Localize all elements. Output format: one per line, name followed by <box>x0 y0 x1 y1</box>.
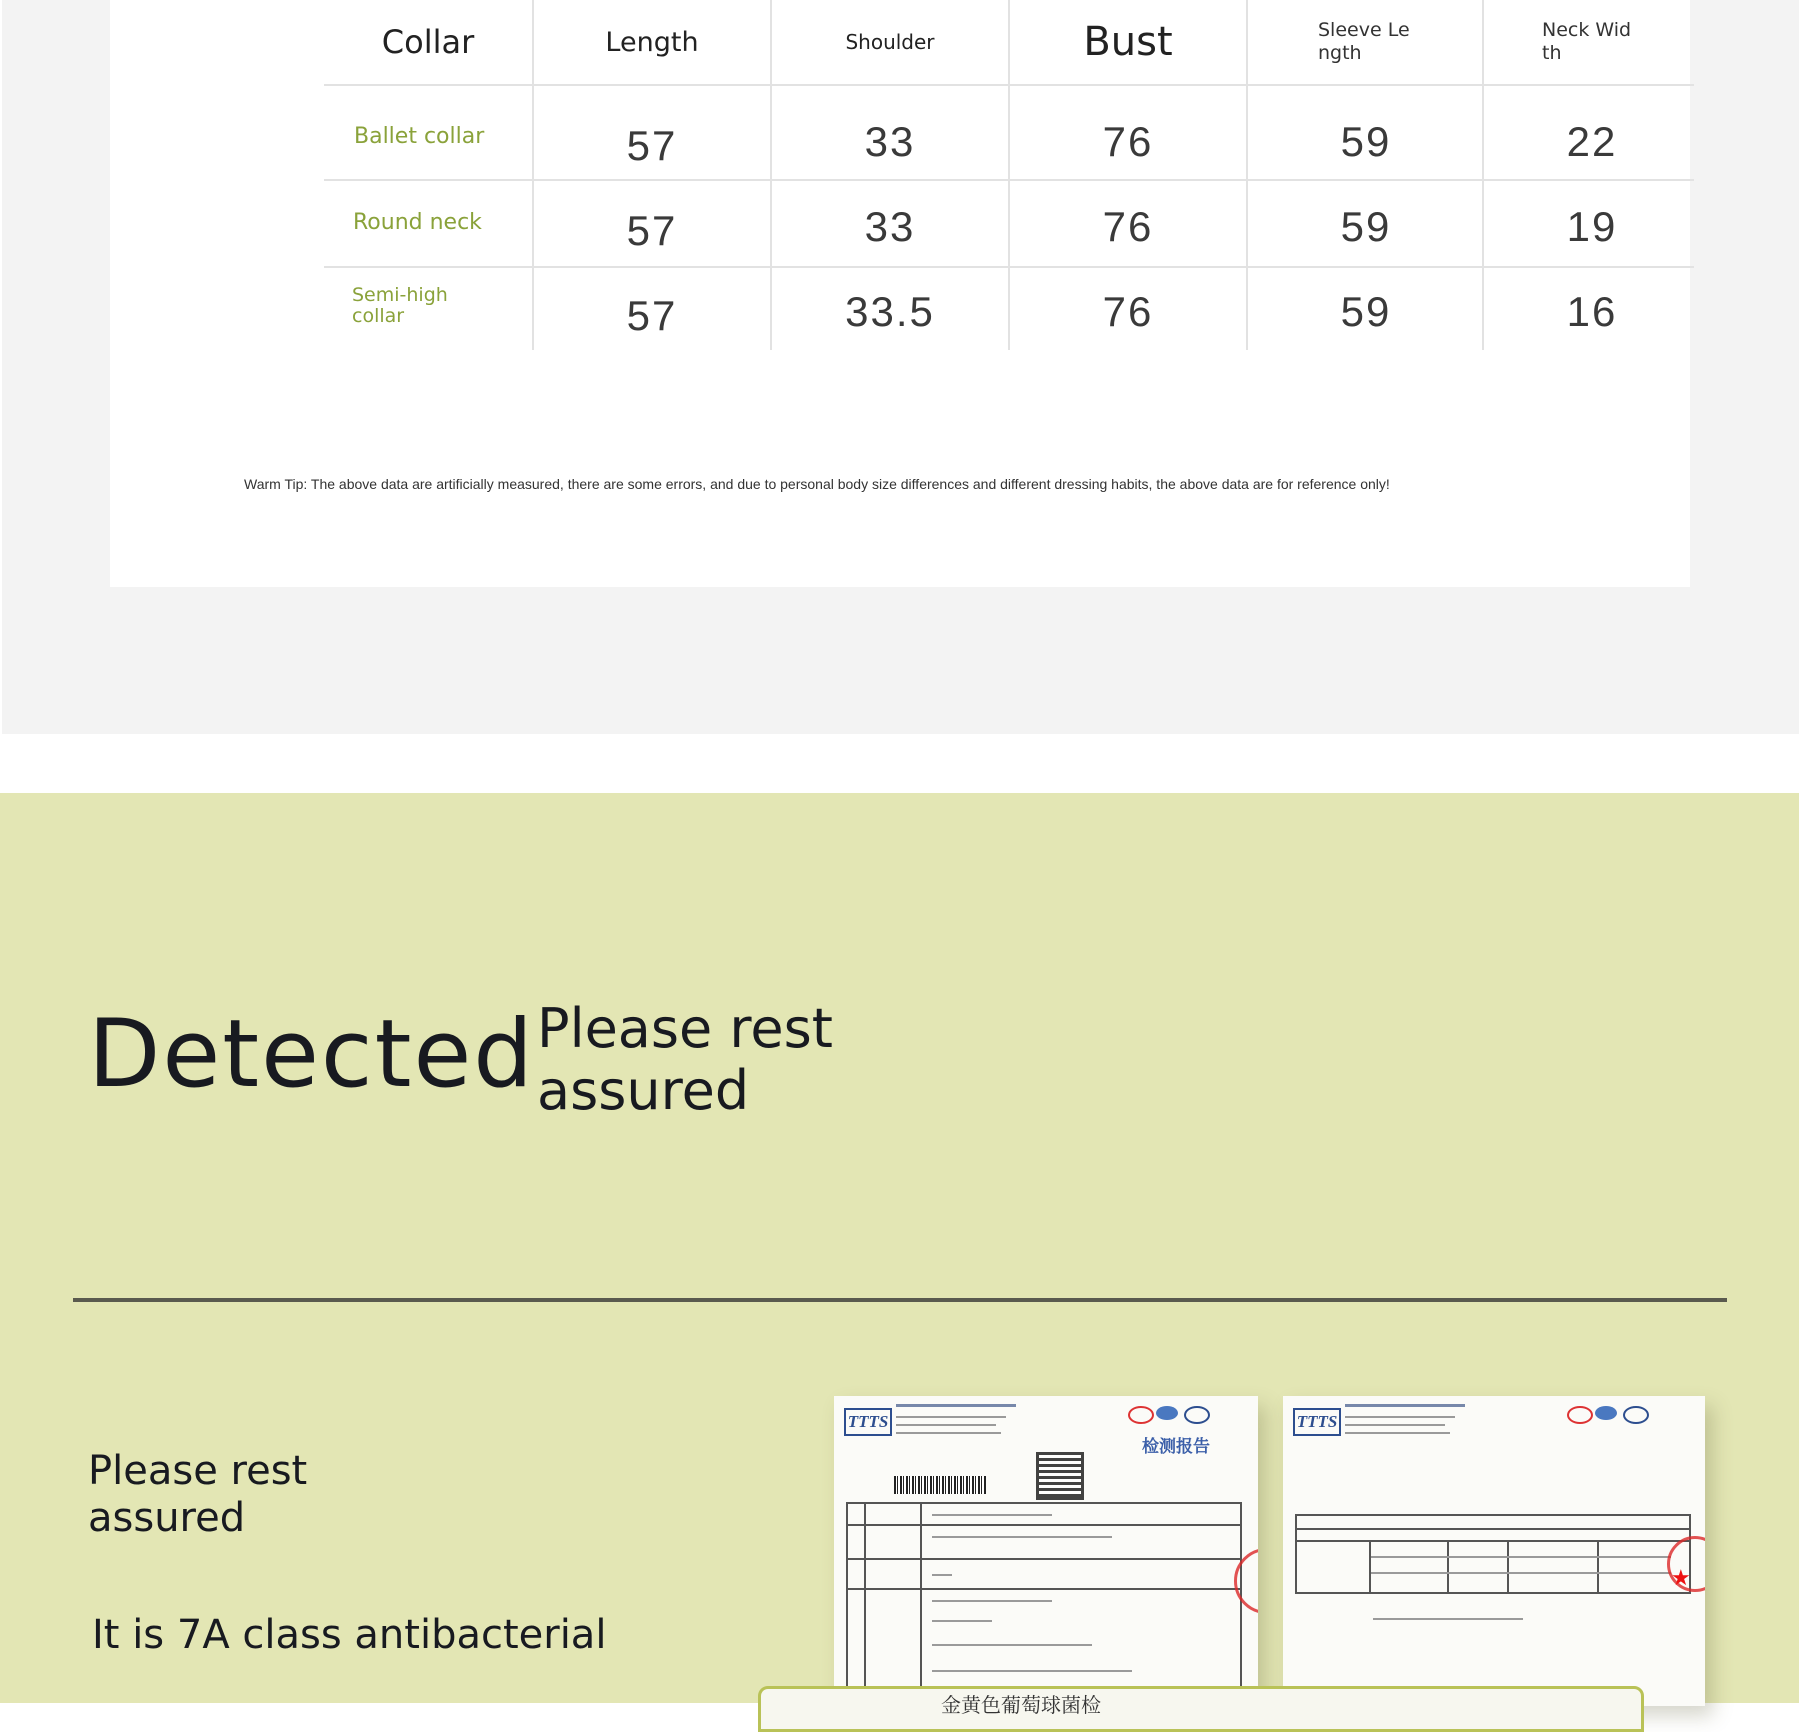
row-label-ballet-collar: Ballet collar <box>354 124 485 149</box>
antibacterial-description: It is 7A class antibacterial <box>92 1612 607 1658</box>
report-table <box>1295 1514 1691 1594</box>
ttts-logo: TTTS <box>1293 1408 1341 1436</box>
table-cell: 59 <box>1340 288 1392 335</box>
table-cell: 33 <box>864 118 916 165</box>
table-cell: 76 <box>1102 288 1154 335</box>
table-cell: 59 <box>1340 203 1392 250</box>
test-result-table <box>758 1686 1644 1732</box>
barcode-icon <box>894 1476 986 1494</box>
report-table <box>846 1502 1242 1706</box>
table-cell: 33 <box>864 203 916 250</box>
header-collar: Collar <box>381 23 475 61</box>
test-result-item: 金黄色葡萄球菌检 <box>941 1693 1101 1717</box>
size-table <box>324 0 1694 350</box>
table-cell: 16 <box>1566 288 1618 335</box>
ttts-logo: TTTS <box>844 1408 892 1436</box>
table-cell: 19 <box>1566 203 1618 250</box>
table-cell: 57 <box>626 207 678 254</box>
qr-code-icon <box>1036 1452 1084 1500</box>
test-report-certificate <box>1283 1396 1705 1706</box>
row-label-round-neck: Round neck <box>353 210 482 235</box>
table-cell: 59 <box>1340 118 1392 165</box>
warm-tip: Warm Tip: The above data are artificially measured, there are some errors, and due to personal body size differences and different dressing habits, the above data are for reference only! <box>244 476 1390 492</box>
size-chart-card <box>110 0 1690 587</box>
table-cell: 22 <box>1566 118 1618 165</box>
section-side-title: Please rest assured <box>537 997 833 1122</box>
table-cell: 76 <box>1102 118 1154 165</box>
red-star-icon: ★ <box>1671 1566 1691 1591</box>
table-cell: 33.5 <box>845 288 935 335</box>
table-cell: 57 <box>626 292 678 339</box>
test-report-certificate <box>834 1396 1258 1706</box>
report-title: 检测报告 <box>1142 1437 1210 1457</box>
section-subtitle: Please rest assured <box>88 1448 308 1541</box>
table-cell: 76 <box>1102 203 1154 250</box>
table-cell: 57 <box>626 122 678 169</box>
header-sleeve-length: Sleeve Le ngth <box>1318 19 1410 64</box>
section-title: Detected <box>88 1000 535 1109</box>
header-neck-width: Neck Wid th <box>1542 19 1632 64</box>
header-shoulder: Shoulder <box>845 30 935 54</box>
header-length: Length <box>605 26 699 58</box>
row-label-semi-high-collar: Semi-high collar <box>352 284 448 327</box>
header-bust: Bust <box>1083 19 1173 65</box>
section-divider <box>73 1298 1727 1302</box>
